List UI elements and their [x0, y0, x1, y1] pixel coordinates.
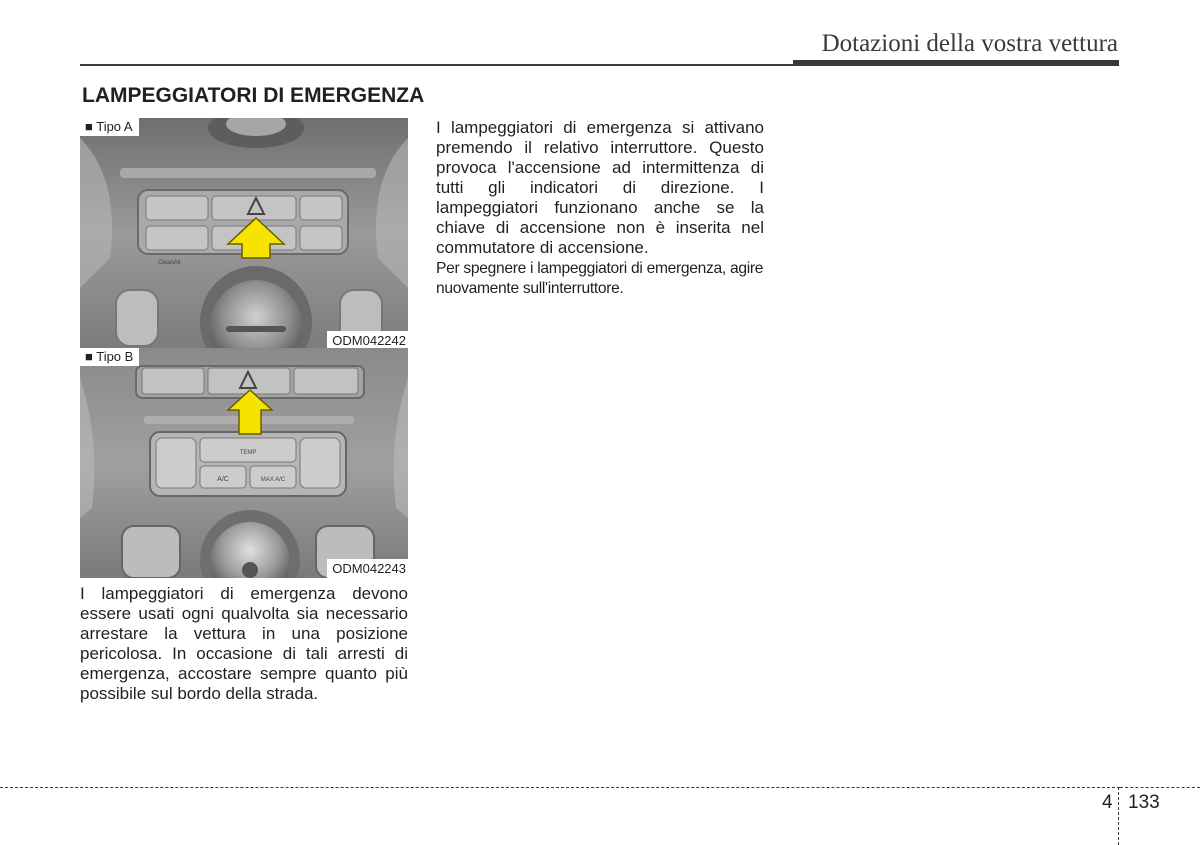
hazard-switch-illustration-b [80, 348, 408, 578]
max-ac-label: MAX A/C [260, 477, 286, 483]
figure-b-label: ■ Tipo B [80, 348, 139, 366]
figure-a-code: ODM042242 [327, 331, 408, 350]
section-heading: LAMPEGGIATORI DI EMERGENZA [82, 84, 425, 107]
chapter-number: 4 [1102, 792, 1113, 813]
hazard-switch-illustration-a [80, 118, 408, 350]
hazard-usage-paragraph: I lampeggiatori di emergenza devono essere usati ogni qualvolta sia necessario arrestare la vettura in una posizione pericolosa. In occasione di tali arresti di emergenza, accostare sempre quanto più possibile sul bordo della strada. [80, 584, 408, 703]
figure-b-code: ODM042243 [327, 559, 408, 578]
hazard-activation-paragraph: I lampeggiatori di emergenza si attivano premendo il relativo interruttore. Questo provoca l'accensione ad intermittenza di tutti gli indicatori di direzione. I lampeggiatori funzionano anche se la chiave di accensione non è inserita nel commutatore di accensione. [436, 118, 764, 257]
figure-tipo-a [80, 118, 408, 350]
footer-divider-right [1120, 787, 1200, 788]
header-rule-bar [793, 60, 1119, 66]
hazard-deactivation-paragraph: Per spegnere i lampeggiatori di emergenza, agire nuovamente sull'interruttore. [436, 260, 764, 297]
header-rule [80, 64, 793, 66]
footer-page-separator [1118, 787, 1119, 845]
temp-label: TEMP [239, 450, 257, 456]
header-section-title: Dotazioni della vostra vettura [821, 30, 1118, 57]
ac-label: A/C [217, 476, 229, 483]
figure-tipo-b [80, 348, 408, 578]
footer-divider [0, 787, 1120, 788]
page-number: 133 [1128, 792, 1160, 813]
cleanair-label: CleanAir [158, 260, 182, 266]
figure-a-label: ■ Tipo A [80, 118, 139, 136]
